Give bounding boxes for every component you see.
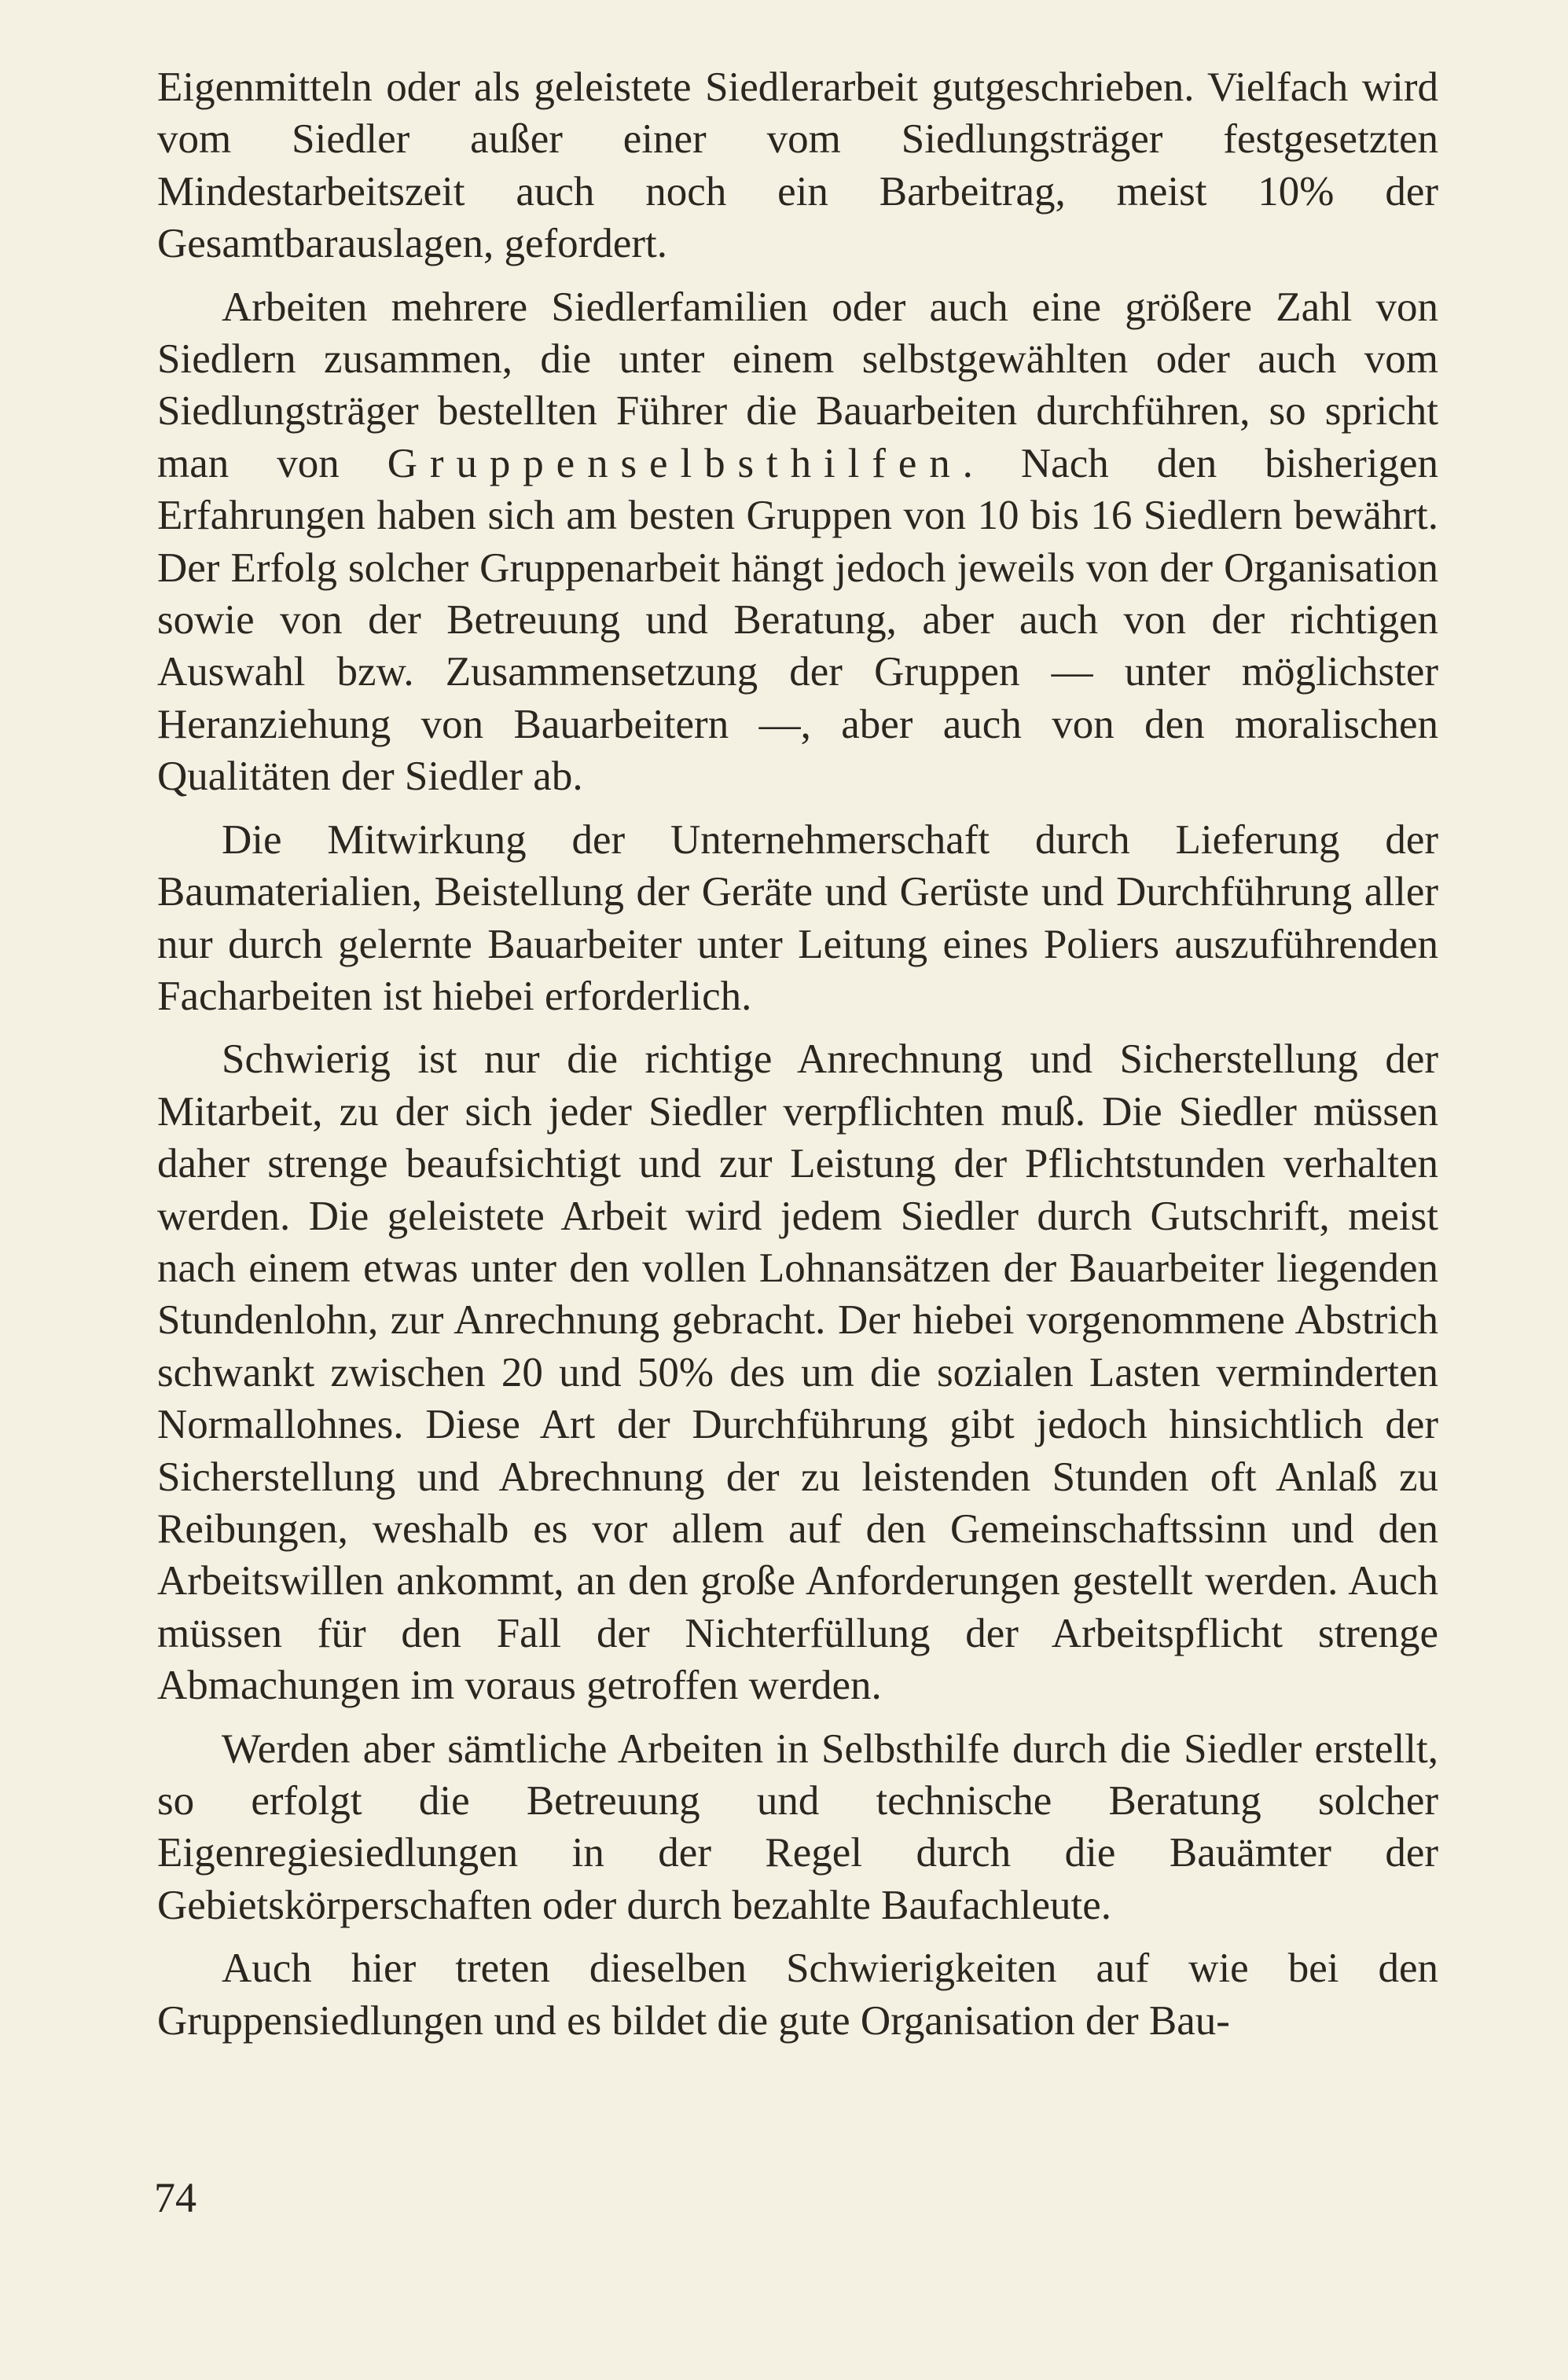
emphasis-term: Gruppenselbsthilfen [387, 440, 963, 486]
paragraph-2-text-before: Arbeiten mehrere Siedlerfamilien oder auch eine größere Zahl von Siedlern zusammen, die unter einem selbstgewählten oder auch vom Siedlungsträger bestellten Führer die Bauarbeiten durchführen, so spricht man von [157, 284, 1438, 486]
paragraph-4: Schwierig ist nur die richtige Anrechnung und Sicherstellung der Mitarbeit, zu der sich jeder Siedler verpflichten muß. Die Siedler müssen daher strenge beaufsichtigt und zur Leistung der Pflichtstunden verhalten werden. Die geleistete Arbeit wird jedem Siedler durch Gutschrift, meist nach einem etwas unter den vollen Lohnansätzen der Bauarbeiter liegenden Stundenlohn, zur Anrechnung gebracht. Der hiebei vorgenommene Abstrich schwankt zwischen 20 und 50% des um die sozialen Lasten verminderten Normallohnes. Diese Art der Durchführung gibt jedoch hinsichtlich der Sicherstellung und Abrechnung der zu leistenden Stunden oft Anlaß zu Reibungen, weshalb es vor allem auf den Gemeinschaftssinn und den Arbeitswillen ankommt, an den große Anforderungen gestellt werden. Auch müssen für den Fall der Nichterfüllung der Arbeitspflicht strenge Abmachungen im voraus getroffen werden. [157, 1036, 1438, 1709]
paragraph-2 [157, 281, 1438, 803]
paragraph-1: Eigenmitteln oder als geleistete Siedlerarbeit gutgeschrieben. Vielfach wird vom Siedler außer einer vom Siedlungsträger festgesetzten Mindestarbeitszeit auch noch ein Barbeitrag, meist 10% der Gesamtbarauslagen, gefordert. [157, 64, 1438, 267]
paragraph-3: Die Mitwirkung der Unternehmerschaft durch Lieferung der Baumaterialien, Beistellung der Geräte und Gerüste und Durchführung aller nur durch gelernte Bauarbeiter unter Leitung eines Poliers auszuführenden Facharbeiten ist hiebei erforderlich. [157, 816, 1438, 1019]
paragraph-2-text-after: . Nach den bisherigen Erfahrungen haben sich am besten Gruppen von 10 bis 16 Siedlern bewährt. Der Erfolg solcher Gruppenarbeit hängt jedoch jeweils von der Organisation sowie von der Betreuung und Beratung, aber auch von der richtigen Auswahl bzw. Zusammensetzung der Gruppen — unter möglichster Heranziehung von Bauarbeitern —, aber auch von den moralischen Qualitäten der Siedler ab. [157, 440, 1439, 800]
body-text [157, 61, 1438, 2047]
page-number: 74 [154, 2174, 196, 2221]
paragraph-6: Auch hier treten dieselben Schwierigkeiten auf wie bei den Gruppensiedlungen und es bildet die gute Organisation der Bau- [157, 1945, 1438, 2044]
paragraph-5: Werden aber sämtliche Arbeiten in Selbsthilfe durch die Siedler erstellt, so erfolgt die Betreuung und technische Beratung solcher Eigenregiesiedlungen in der Regel durch die Bauämter der Gebietskörperschaften oder durch bezahlte Baufachleute. [157, 1725, 1438, 1928]
